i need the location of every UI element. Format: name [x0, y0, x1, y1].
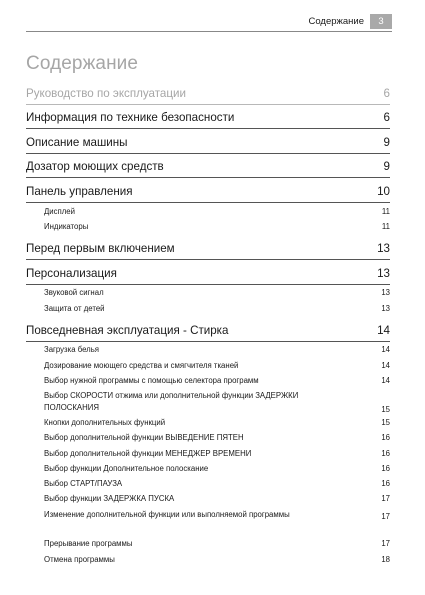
toc-section[interactable]	[26, 267, 390, 285]
toc-section-label: Дозатор моющих средств	[26, 160, 164, 173]
toc-item[interactable]	[26, 207, 390, 216]
toc-item-label: Выбор нужной программы с помощью селектора программ	[44, 376, 259, 385]
toc-item-label: Выбор СКОРОСТИ отжима или дополнительной функции ЗАДЕРЖКИ ПОЛОСКАНИЯ	[44, 391, 299, 412]
toc-item-label: Прерывание программы	[44, 539, 133, 548]
toc-item-label: Выбор функции ЗАДЕРЖКА ПУСКА	[44, 494, 175, 503]
toc-section-page: 6	[383, 111, 390, 124]
toc-item[interactable]	[26, 494, 390, 503]
toc-item-label: Индикаторы	[44, 222, 89, 231]
toc-item[interactable]	[26, 222, 390, 231]
toc-section-page: 13	[377, 267, 390, 280]
toc-item-page: 17	[381, 539, 390, 548]
toc-section-label: Руководство по эксплуатации	[26, 87, 186, 100]
toc-item-page: 13	[381, 304, 390, 313]
toc-item[interactable]	[26, 345, 390, 354]
toc-item-page: 18	[381, 555, 390, 564]
toc-item-label: Отмена программы	[44, 555, 115, 564]
toc-item-page: 14	[381, 376, 390, 385]
toc-section[interactable]	[26, 185, 390, 203]
toc-item[interactable]	[26, 390, 390, 414]
toc-item-page: 15	[381, 405, 390, 414]
toc-item[interactable]	[26, 464, 390, 473]
toc-item-label: Выбор дополнительной функции ВЫВЕДЕНИЕ ПЯТЕН	[44, 433, 244, 442]
toc-section-label: Персонализация	[26, 267, 117, 280]
toc-item[interactable]	[26, 449, 390, 458]
toc-item[interactable]	[26, 539, 390, 548]
page-number-badge: 3	[370, 14, 392, 29]
toc-item[interactable]	[26, 376, 390, 385]
toc-item-page: 14	[381, 345, 390, 354]
toc-section-page: 13	[377, 242, 390, 255]
toc-title: Содержание	[26, 53, 139, 74]
toc-item-label: Звуковой сигнал	[44, 288, 104, 297]
toc-item[interactable]	[26, 304, 390, 313]
toc-item[interactable]	[26, 288, 390, 297]
toc-item-page: 16	[381, 433, 390, 442]
toc-item-page: 14	[381, 361, 390, 370]
toc-item[interactable]	[26, 555, 390, 564]
toc-item-label: Выбор СТАРТ/ПАУЗА	[44, 479, 123, 488]
page-header	[308, 14, 392, 29]
toc-section-page: 9	[383, 136, 390, 149]
toc-section[interactable]	[26, 242, 390, 260]
toc-section-label: Панель управления	[26, 185, 133, 198]
toc-item-label: Выбор функции Дополнительное полоскание	[44, 464, 209, 473]
header-divider	[26, 31, 392, 32]
toc-section[interactable]	[26, 136, 390, 154]
toc-item-label: Загрузка белья	[44, 345, 99, 354]
toc-section-label: Перед первым включением	[26, 242, 175, 255]
toc-section-label: Описание машины	[26, 136, 128, 149]
toc-item[interactable]	[26, 418, 390, 427]
toc-item-page: 17	[381, 494, 390, 503]
toc-item-page: 13	[381, 288, 390, 297]
toc-section-page: 14	[377, 324, 390, 337]
toc-section-page: 10	[377, 185, 390, 198]
toc-item-page: 16	[381, 479, 390, 488]
toc-section[interactable]	[26, 160, 390, 178]
toc-item-page: 16	[381, 449, 390, 458]
toc-item-page: 11	[381, 222, 390, 231]
toc-section-page: 9	[383, 160, 390, 173]
toc-item-page: 16	[381, 464, 390, 473]
toc-item-page: 17	[381, 512, 390, 521]
toc-section[interactable]	[26, 324, 390, 342]
toc-item[interactable]	[26, 433, 390, 442]
toc-item-label: Дозирование моющего средства и смягчителя тканей	[44, 361, 239, 370]
toc-item-page: 15	[381, 418, 390, 427]
toc-section-label: Информация по технике безопасности	[26, 111, 235, 124]
toc-item[interactable]	[26, 509, 390, 521]
toc-section-label: Повседневная эксплуатация - Стирка	[26, 324, 229, 337]
toc-item[interactable]	[26, 479, 390, 488]
toc-section[interactable]	[26, 111, 390, 129]
toc-section[interactable]	[26, 87, 390, 105]
toc-item-label: Защита от детей	[44, 304, 105, 313]
toc-item-page: 11	[381, 207, 390, 216]
toc-item-label: Кнопки дополнительных функций	[44, 418, 166, 427]
toc-section-page: 6	[383, 87, 390, 100]
toc-item-label: Выбор дополнительной функции МЕНЕДЖЕР ВРЕМЕНИ	[44, 449, 252, 458]
toc-item-label: Изменение дополнительной функции или выполняемой программы	[44, 510, 290, 519]
toc-item-label: Дисплей	[44, 207, 75, 216]
header-title: Содержание	[308, 16, 364, 27]
toc-item[interactable]	[26, 361, 390, 370]
